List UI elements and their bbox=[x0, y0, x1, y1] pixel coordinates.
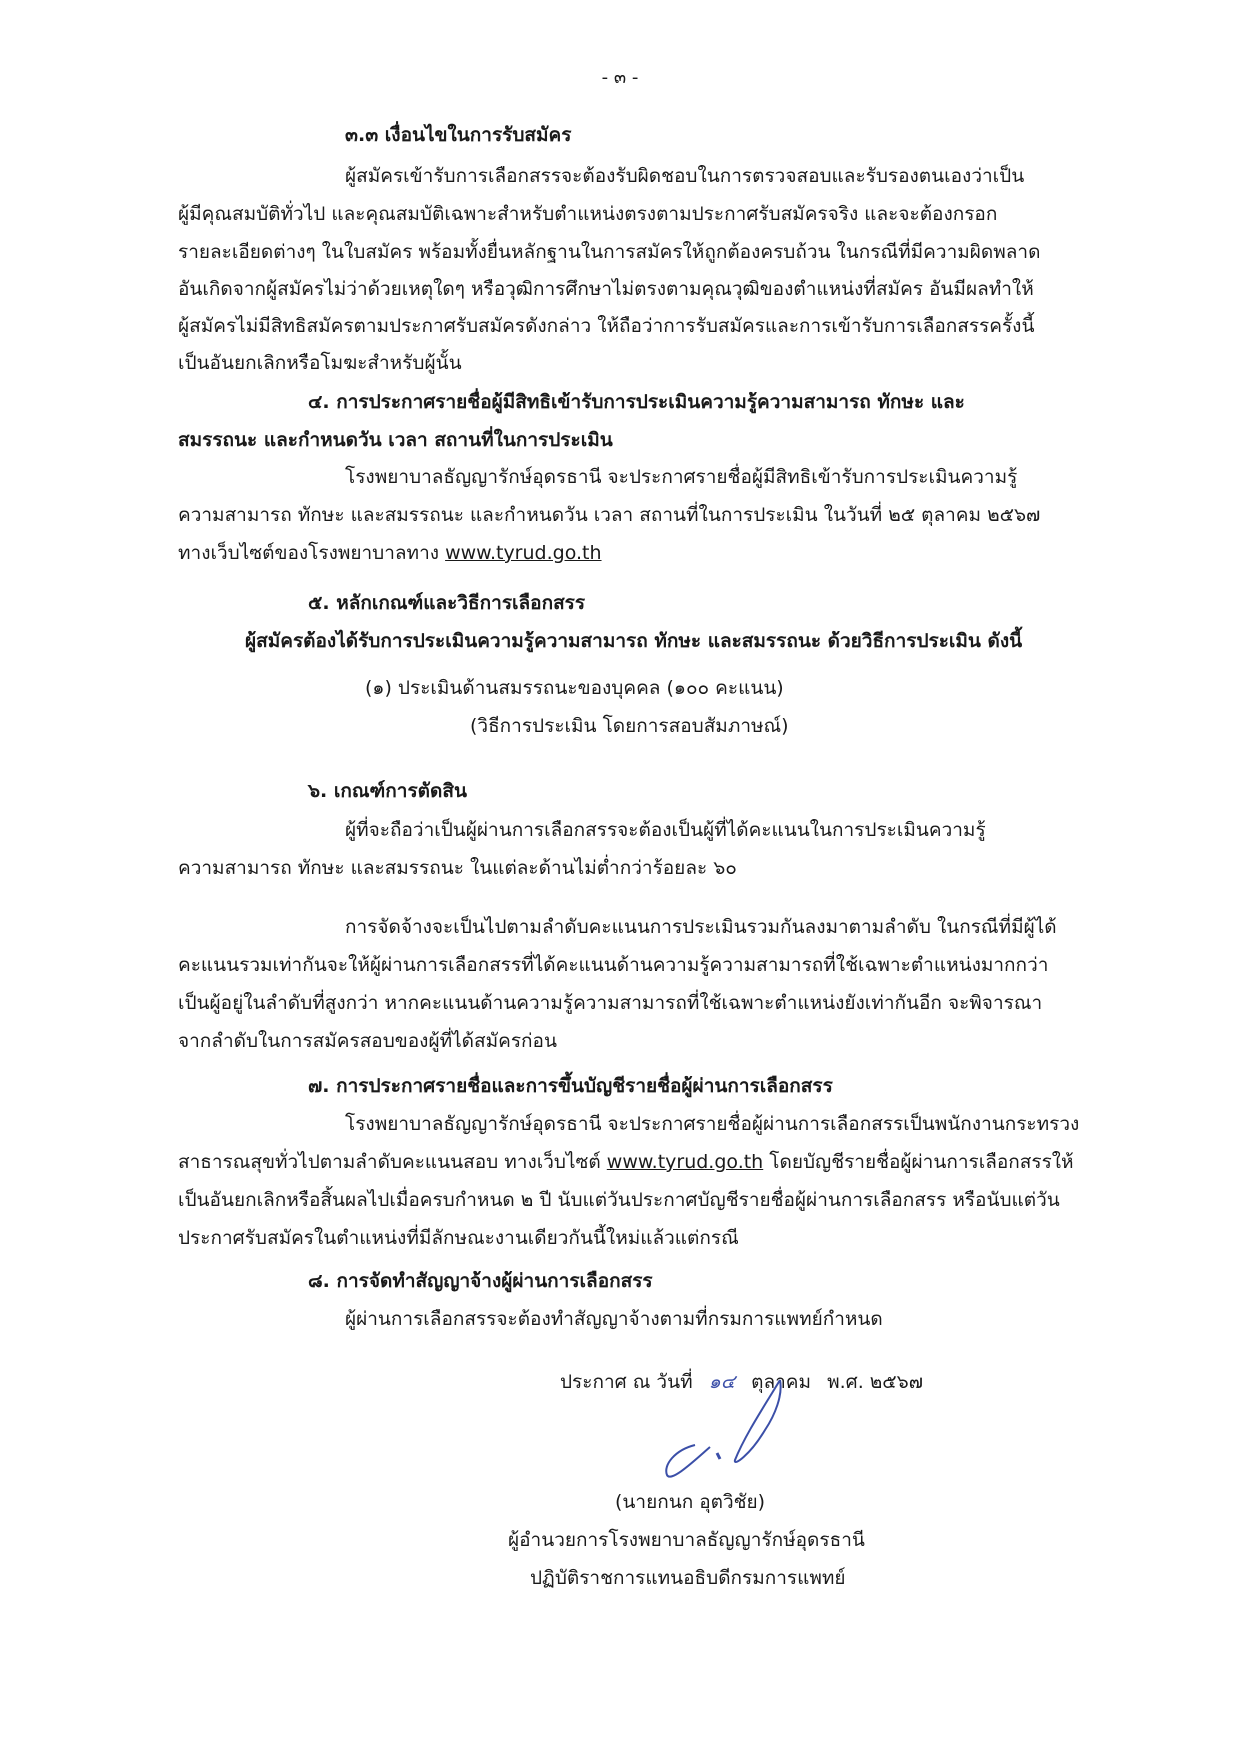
section-4-line: ความสามารถ ทักษะ และสมรรถนะ และกำหนดวัน เวลา สถานที่ในการประเมิน ในวันที่ ๒๕ ตุลาคม ๒๕๖๗ bbox=[178, 504, 1041, 526]
section-4-heading: ๔. การประกาศรายชื่อผู้มีสิทธิเข้ารับการประเมินความรู้ความสามารถ ทักษะ และ bbox=[308, 391, 965, 413]
date-day: ๑๔ bbox=[708, 1371, 736, 1393]
section-5-item: (๑) ประเมินด้านสมรรถนะของบุคคล (๑๐๐ คะแนน) bbox=[365, 677, 784, 699]
section-3-3-heading: ๓.๓ เงื่อนไขในการรับสมัคร bbox=[345, 124, 572, 146]
website-link[interactable]: www.tyrud.go.th bbox=[606, 1151, 764, 1173]
section-6-line: ความสามารถ ทักษะ และสมรรถนะ ในแต่ละด้านไม่ต่ำกว่าร้อยละ ๖๐ bbox=[178, 857, 737, 879]
section-4-text: ทางเว็บไซต์ของโรงพยาบาลทาง bbox=[178, 542, 440, 564]
date-month: ตุลาคม bbox=[751, 1371, 812, 1393]
section-7-line: เป็นอันยกเลิกหรือสิ้นผลไปเมื่อครบกำหนด ๒ ปี นับแต่วันประกาศบัญชีรายชื่อผู้ผ่านการเลือกสรร หรือนับแต่วัน bbox=[178, 1189, 1060, 1211]
section-6-line: คะแนนรวมเท่ากันจะให้ผู้ผ่านการเลือกสรรที่ได้คะแนนด้านความรู้ความสามารถที่ใช้เฉพาะตำแหน่งมากกว่า bbox=[178, 954, 1049, 976]
section-7-text: สาธารณสุขทั่วไปตามลำดับคะแนนสอบ ทางเว็บไซต์ bbox=[178, 1151, 601, 1173]
signature-image bbox=[655, 1375, 795, 1485]
section-4-line: โรงพยาบาลธัญญารักษ์อุดรธานี จะประกาศรายชื่อผู้มีสิทธิเข้ารับการประเมินความรู้ bbox=[345, 466, 1018, 488]
section-3-3-line: อันเกิดจากผู้สมัครไม่ว่าด้วยเหตุใดๆ หรือวุฒิการศึกษาไม่ตรงตามคุณวุฒิของตำแหน่งที่สมัคร อันมีผลทำให้ bbox=[178, 278, 1034, 300]
section-3-3-line: รายละเอียดต่างๆ ในใบสมัคร พร้อมทั้งยื่นหลักฐานในการสมัครให้ถูกต้องครบถ้วน ในกรณีที่มีความผิดพลาด bbox=[178, 241, 1041, 263]
section-6-line: จากลำดับในการสมัครสอบของผู้ที่ได้สมัครก่อน bbox=[178, 1030, 557, 1052]
section-5-heading: ๕. หลักเกณฑ์และวิธีการเลือกสรร bbox=[308, 592, 586, 614]
section-6-line: เป็นผู้อยู่ในลำดับที่สูงกว่า หากคะแนนด้านความรู้ความสามารถที่ใช้เฉพาะตำแหน่งยังเท่ากันอีก จะพิจารณา bbox=[178, 992, 1043, 1014]
signer-title: ผู้อำนวยการโรงพยาบาลธัญญารักษ์อุดรธานี bbox=[508, 1529, 865, 1551]
section-7-text: โดยบัญชีรายชื่อผู้ผ่านการเลือกสรรให้ bbox=[769, 1151, 1074, 1173]
signer-title-delegation: ปฏิบัติราชการแทนอธิบดีกรมการแพทย์ bbox=[530, 1567, 846, 1589]
section-8-heading: ๘. การจัดทำสัญญาจ้างผู้ผ่านการเลือกสรร bbox=[308, 1270, 653, 1292]
section-4-heading-cont: สมรรถนะ และกำหนดวัน เวลา สถานที่ในการประเมิน bbox=[178, 429, 613, 451]
signer-name: (นายกนก อุตวิชัย) bbox=[615, 1491, 766, 1513]
section-3-3-line: ผู้สมัครไม่มีสิทธิสมัครตามประกาศรับสมัครดังกล่าว ให้ถือว่าการรับสมัครและการเข้ารับการเลือกสรรครั้งนี้ bbox=[178, 315, 1035, 337]
section-3-3-line: ผู้มีคุณสมบัติทั่วไป และคุณสมบัติเฉพาะสำหรับตำแหน่งตรงตามประกาศรับสมัครจริง และจะต้องกรอก bbox=[178, 203, 998, 225]
website-link[interactable]: www.tyrud.go.th bbox=[445, 542, 602, 564]
section-6-line: ผู้ที่จะถือว่าเป็นผู้ผ่านการเลือกสรรจะต้องเป็นผู้ที่ได้คะแนนในการประเมินความรู้ bbox=[345, 819, 986, 841]
section-7-line bbox=[178, 1149, 1074, 1175]
section-7-heading: ๗. การประกาศรายชื่อและการขึ้นบัญชีรายชื่อผู้ผ่านการเลือกสรร bbox=[308, 1075, 833, 1097]
section-5-item-method: (วิธีการประเมิน โดยการสอบสัมภาษณ์) bbox=[470, 715, 789, 737]
section-8-line: ผู้ผ่านการเลือกสรรจะต้องทำสัญญาจ้างตามที่กรมการแพทย์กำหนด bbox=[345, 1308, 883, 1330]
section-6-line: การจัดจ้างจะเป็นไปตามลำดับคะแนนการประเมินรวมกันลงมาตามลำดับ ในกรณีที่มีผู้ได้ bbox=[345, 916, 1057, 938]
section-4-line bbox=[178, 540, 602, 566]
section-7-line: ประกาศรับสมัครในตำแหน่งที่มีลักษณะงานเดียวกันนี้ใหม่แล้วแต่กรณี bbox=[178, 1227, 739, 1249]
section-7-line: โรงพยาบาลธัญญารักษ์อุดรธานี จะประกาศรายชื่อผู้ผ่านการเลือกสรรเป็นพนักงานกระทรวง bbox=[345, 1113, 1080, 1135]
section-5-subheading: ผู้สมัครต้องได้รับการประเมินความรู้ความสามารถ ทักษะ และสมรรถนะ ด้วยวิธีการประเมิน ดังนี้ bbox=[245, 630, 1023, 652]
section-6-heading: ๖. เกณฑ์การตัดสิน bbox=[308, 780, 467, 802]
section-3-3-line: เป็นอันยกเลิกหรือโมฆะสำหรับผู้นั้น bbox=[178, 352, 462, 374]
section-3-3-line: ผู้สมัครเข้ารับการเลือกสรรจะต้องรับผิดชอบในการตรวจสอบและรับรองตนเองว่าเป็น bbox=[345, 165, 1025, 187]
date-year: พ.ศ. ๒๕๖๗ bbox=[827, 1371, 924, 1393]
date-prefix: ประกาศ ณ วันที่ bbox=[560, 1371, 693, 1393]
page-number: - ๓ - bbox=[601, 67, 639, 88]
